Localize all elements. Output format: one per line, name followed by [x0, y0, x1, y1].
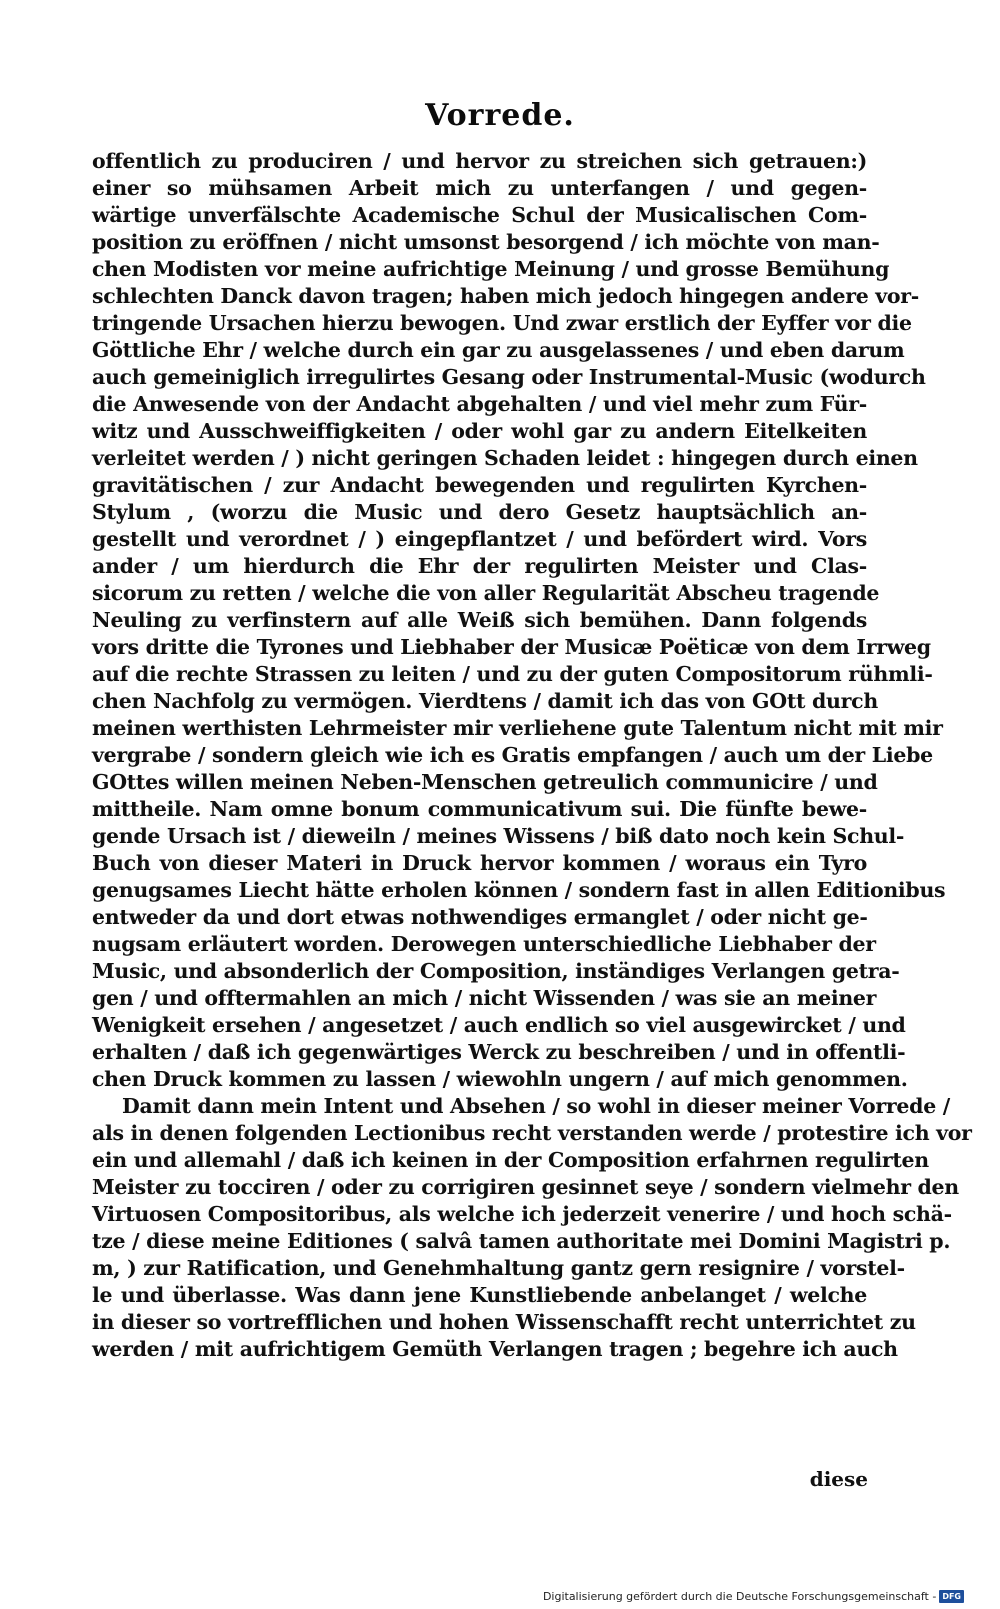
text-line: witz und Ausschweiffigkeiten / oder wohl gar zu andern Eitelkeiten — [92, 419, 867, 443]
credit-text: Digitalisierung gefördert durch die Deutsche Forschungsgemeinschaft - — [542, 1590, 937, 1603]
text-line: Wenigkeit ersehen / angesetzet / auch endlich so viel ausgewircket / und — [92, 1013, 906, 1037]
text-line: verleitet werden / ) nicht geringen Schaden leidet : hingegen durch einen — [92, 446, 918, 470]
text-line: Stylum , (worzu die Music und dero Gesetz hauptsächlich an- — [92, 500, 867, 524]
text-line: le und überlasse. Was dann jene Kunstliebende anbelanget / welche — [92, 1283, 867, 1307]
text-line: tringende Ursachen hierzu bewogen. Und zwar erstlich der Eyffer vor die — [92, 311, 912, 335]
running-head: Vorrede. — [425, 98, 575, 133]
dfg-logo: DFG — [939, 1590, 964, 1603]
text-line: vors dritte die Tyrones und Liebhaber der Musicæ Poëticæ von dem Irrweg — [92, 635, 931, 659]
text-line: genugsames Liecht hätte erholen können / sondern fast in allen Editionibus — [92, 878, 946, 902]
text-line: Neuling zu verfinstern auf alle Weiß sich bemühen. Dann folgends — [92, 608, 867, 632]
text-line: nugsam erläutert worden. Derowegen unterschiedliche Liebhaber der — [92, 932, 876, 956]
text-line: auf die rechte Strassen zu leiten / und zu der guten Compositorum rühmli- — [92, 662, 933, 686]
text-line: m, ) zur Ratification, und Genehmhaltung gantz gern resignire / vorstel- — [92, 1256, 905, 1280]
text-line: chen Druck kommen zu lassen / wiewohln ungern / auf mich genommen. — [92, 1067, 908, 1091]
text-line: Meister zu tocciren / oder zu corrigiren gesinnet seye / sondern vielmehr den — [92, 1175, 959, 1199]
text-line: Virtuosen Compositoribus, als welche ich jederzeit venerire / und hoch schä- — [92, 1202, 952, 1226]
text-line: erhalten / daß ich gegenwärtiges Werck zu beschreiben / und in offentli- — [92, 1040, 906, 1064]
text-line: position zu eröffnen / nicht umsonst besorgend / ich möchte von man- — [92, 230, 880, 254]
text-line: tze / diese meine Editiones ( salvâ tamen authoritate mei Domini Magistri p. — [92, 1229, 951, 1253]
text-line: einer so mühsamen Arbeit mich zu unterfangen / und gegen- — [92, 176, 867, 200]
text-line: entweder da und dort etwas nothwendiges ermanglet / oder nicht ge- — [92, 905, 868, 929]
text-line: ander / um hierdurch die Ehr der regulirten Meister und Clas- — [92, 554, 867, 578]
body-text — [92, 148, 972, 1363]
text-line: Buch von dieser Materi in Druck hervor kommen / woraus ein Tyro — [92, 851, 867, 875]
text-line: GOttes willen meinen Neben-Menschen getreulich communicire / und — [92, 770, 878, 794]
text-line: gravitätischen / zur Andacht bewegenden und regulirten Kyrchen- — [92, 473, 867, 497]
text-line: sicorum zu retten / welche die von aller Regularität Abscheu tragende — [92, 581, 880, 605]
text-line: Damit dann mein Intent und Absehen / so wohl in dieser meiner Vorrede / — [122, 1094, 950, 1118]
text-line: meinen werthisten Lehrmeister mir verliehene gute Talentum nicht mit mir — [92, 716, 943, 740]
text-line: schlechten Danck davon tragen; haben mich jedoch hingegen andere vor- — [92, 284, 919, 308]
text-line: wärtige unverfälschte Academische Schul der Musicalischen Com- — [92, 203, 867, 227]
catchword: diese — [809, 1467, 868, 1491]
text-line: auch gemeiniglich irregulirtes Gesang oder Instrumental-Music (wodurch — [92, 365, 926, 389]
text-line: Music, und absonderlich der Composition, inständiges Verlangen getra- — [92, 959, 900, 983]
text-line: gestellt und verordnet / ) eingepflantzet / und befördert wird. Vors — [92, 527, 867, 551]
digitization-credit — [543, 1590, 964, 1603]
text-line: mittheile. Nam omne bonum communicativum sui. Die fünfte bewe- — [92, 797, 867, 821]
text-line: ein und allemahl / daß ich keinen in der Composition erfahrnen regulirten — [92, 1148, 929, 1172]
text-line: werden / mit aufrichtigem Gemüth Verlangen tragen ; begehre ich auch — [92, 1337, 898, 1361]
text-line: die Anwesende von der Andacht abgehalten / und viel mehr zum Für- — [92, 392, 867, 416]
text-line: Göttliche Ehr / welche durch ein gar zu ausgelassenes / und eben darum — [92, 338, 905, 362]
text-line: gen / und offtermahlen an mich / nicht Wissenden / was sie an meiner — [92, 986, 877, 1010]
text-line: chen Nachfolg zu vermögen. Vierdtens / damit ich das von GOtt durch — [92, 689, 878, 713]
text-line: gende Ursach ist / dieweiln / meines Wissens / biß dato noch kein Schul- — [92, 824, 905, 848]
text-line: vergrabe / sondern gleich wie ich es Gratis empfangen / auch um der Liebe — [92, 743, 933, 767]
text-line: als in denen folgenden Lectionibus recht verstanden werde / protestire ich vor — [92, 1121, 972, 1145]
text-line: in dieser so vortrefflichen und hohen Wissenschafft recht unterrichtet zu — [92, 1310, 916, 1334]
text-line: offentlich zu produciren / und hervor zu streichen sich getrauen:) — [92, 149, 867, 173]
text-line: chen Modisten vor meine aufrichtige Meinung / und grosse Bemühung — [92, 257, 890, 281]
